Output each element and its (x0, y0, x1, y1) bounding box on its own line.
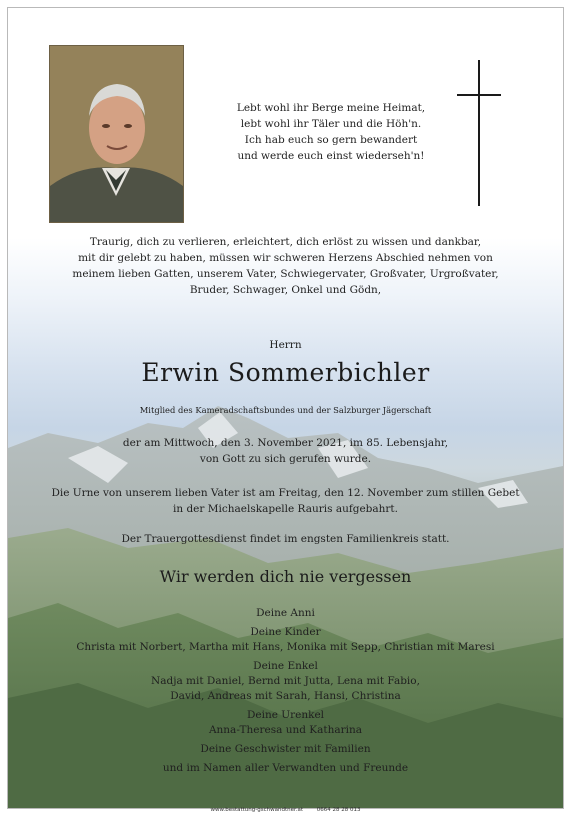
intro-line: meinem lieben Gatten, unserem Vater, Schwiegervater, Großvater, Urgroßvater, (72, 268, 499, 280)
portrait-photo (49, 45, 184, 223)
salutation: Herrn (269, 339, 302, 351)
poem (211, 100, 451, 164)
family-list (28, 606, 543, 776)
obituary-card (7, 7, 564, 809)
death-notice (28, 435, 543, 467)
deceased-name: Erwin Sommerbichler (141, 358, 430, 387)
death-line: von Gott zu sich gerufen wurde. (199, 453, 372, 465)
death-line: der am Mittwoch, den 3. November 2021, im 85. Lebensjahr, (122, 437, 449, 449)
intro-text (28, 234, 543, 298)
membership-text: Mitglied des Kameradschaftsbundes und der Salzburger Jägerschaft (139, 405, 432, 415)
children-heading: Deine Kinder (250, 626, 321, 638)
service-notice: Der Trauergottesdienst findet im engsten Familienkreis statt. (121, 533, 450, 545)
grandchildren-entry: Nadja mit Daniel, Bernd mit Jutta, Lena mit Fabio, (151, 675, 420, 687)
footer-phone: 0664 28 28 013 (316, 807, 361, 813)
footer-website[interactable]: www.bestattung-gschwandtner.at (210, 807, 304, 813)
urn-line: Die Urne von unserem lieben Vater ist am Freitag, den 12. November zum stillen Gebet (51, 487, 520, 499)
grandchildren-heading: Deine Enkel (253, 660, 318, 672)
urn-line: in der Michaelskapelle Rauris aufgebahrt. (173, 503, 398, 515)
children-entry: Christa mit Norbert, Martha mit Hans, Monika mit Sepp, Christian mit Maresi (76, 641, 495, 653)
motto: Wir werden dich nie vergessen (159, 567, 412, 586)
footer (0, 807, 571, 813)
poem-line: Lebt wohl ihr Berge meine Heimat, (236, 102, 426, 114)
wife-entry: Deine Anni (256, 607, 315, 619)
urn-notice (28, 485, 543, 517)
poem-line: Ich hab euch so gern bewandert (244, 134, 418, 146)
relatives-entry: und im Namen aller Verwandten und Freunde (162, 762, 409, 774)
cross-icon (457, 60, 501, 206)
intro-line: Traurig, dich zu verlieren, erleichtert, dich erlöst zu wissen und dankbar, (89, 236, 482, 248)
intro-line: Bruder, Schwager, Onkel und Gödn, (189, 284, 382, 296)
poem-line: und werde euch einst wiederseh'n! (237, 150, 425, 162)
siblings-entry: Deine Geschwister mit Familien (200, 743, 371, 755)
intro-line: mit dir gelebt zu haben, müssen wir schweren Herzens Abschied nehmen von (78, 252, 493, 264)
great-grandchildren-heading: Deine Urenkel (246, 709, 325, 721)
poem-line: lebt wohl ihr Täler und die Höh'n. (240, 118, 422, 130)
grandchildren-entry: David, Andreas mit Sarah, Hansi, Christina (170, 690, 401, 702)
great-grandchildren-entry: Anna-Theresa und Katharina (208, 724, 363, 736)
